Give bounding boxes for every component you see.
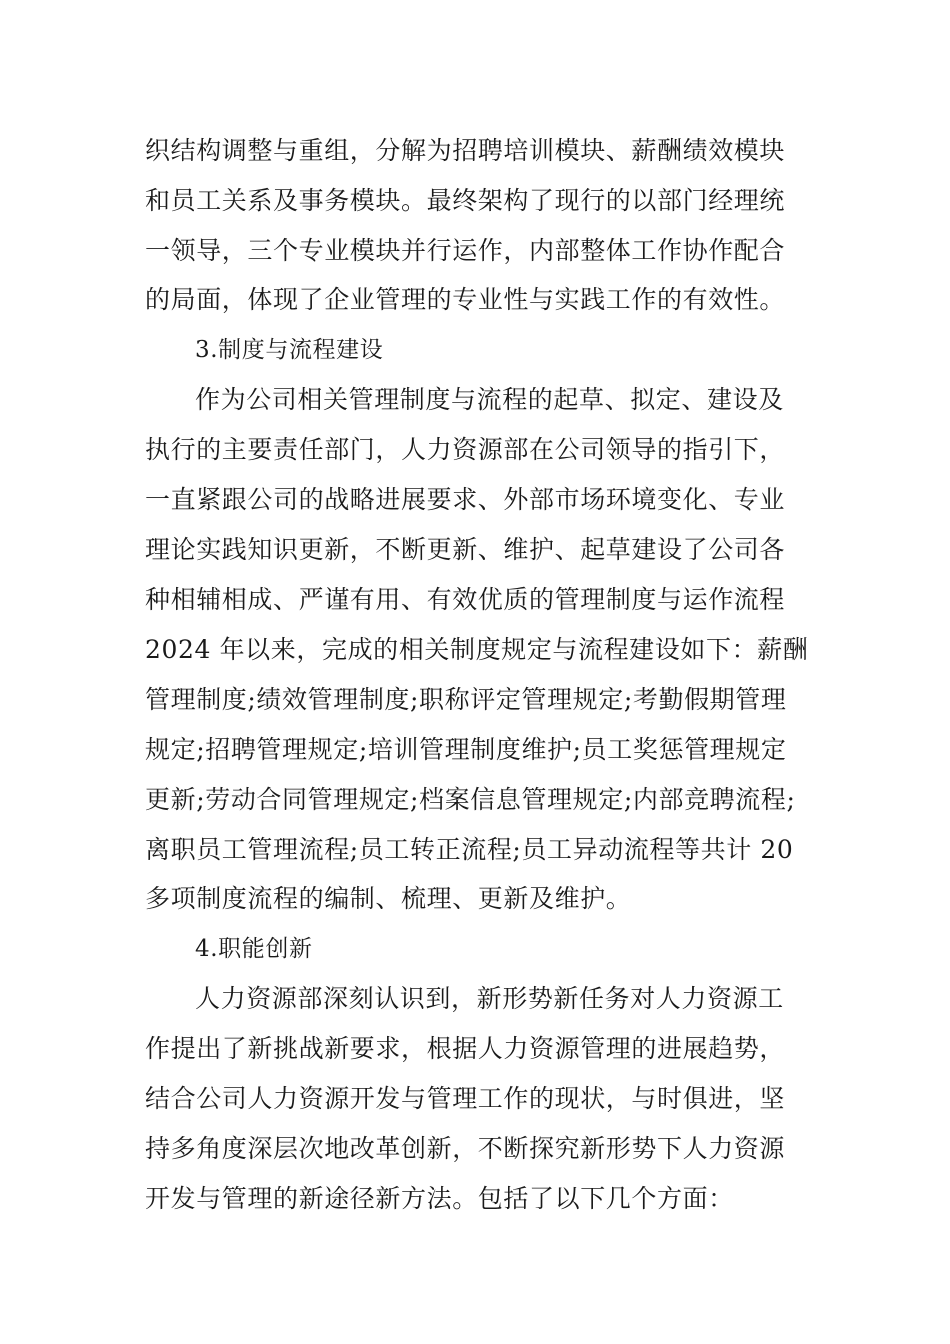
paragraph-line: 作为公司相关管理制度与流程的起草、拟定、建设及 <box>195 385 784 414</box>
paragraph-line: 更新;劳动合同管理规定;档案信息管理规定;内部竞聘流程; <box>145 785 796 814</box>
paragraph-line: 一领导，三个专业模块并行运作，内部整体工作协作配合 <box>145 236 786 265</box>
paragraph-line: 织结构调整与重组，分解为招聘培训模块、薪酬绩效模块 <box>145 136 786 165</box>
paragraph-line: 开发与管理的新途径新方法。包括了以下几个方面： <box>145 1184 734 1213</box>
paragraph-line: 持多角度深层次地改革创新，不断探究新形势下人力资源 <box>145 1134 786 1163</box>
paragraph-line: 作提出了新挑战新要求，根据人力资源管理的进展趋势， <box>145 1034 786 1063</box>
section-heading: 4.职能创新 <box>195 936 313 962</box>
paragraph-line: 种相辅相成、严谨有用、有效优质的管理制度与运作流程 <box>145 585 786 614</box>
paragraph-line: 管理制度;绩效管理制度;职称评定管理规定;考勤假期管理 <box>145 685 787 714</box>
paragraph-line: 一直紧跟公司的战略进展要求、外部市场环境变化、专业 <box>145 485 786 514</box>
paragraph-line: 结合公司人力资源开发与管理工作的现状，与时俱进，坚 <box>145 1084 786 1113</box>
paragraph-line: 2024 年以来，完成的相关制度规定与流程建设如下：薪酬 <box>145 635 809 664</box>
paragraph-line: 规定;招聘管理规定;培训管理制度维护;员工奖惩管理规定 <box>145 735 787 764</box>
section-heading: 3.制度与流程建设 <box>195 337 384 363</box>
paragraph-line: 离职员工管理流程;员工转正流程;员工异动流程等共计 20 <box>145 835 794 864</box>
paragraph-line: 执行的主要责任部门，人力资源部在公司领导的指引下， <box>145 435 786 464</box>
paragraph-line: 人力资源部深刻认识到，新形势新任务对人力资源工 <box>195 984 784 1013</box>
paragraph-line: 的局面，体现了企业管理的专业性与实践工作的有效性。 <box>145 285 786 314</box>
paragraph-line: 多项制度流程的编制、梳理、更新及维护。 <box>145 884 632 913</box>
paragraph-line: 理论实践知识更新，不断更新、维护、起草建设了公司各 <box>145 535 786 564</box>
paragraph-line: 和员工关系及事务模块。最终架构了现行的以部门经理统 <box>145 186 786 215</box>
